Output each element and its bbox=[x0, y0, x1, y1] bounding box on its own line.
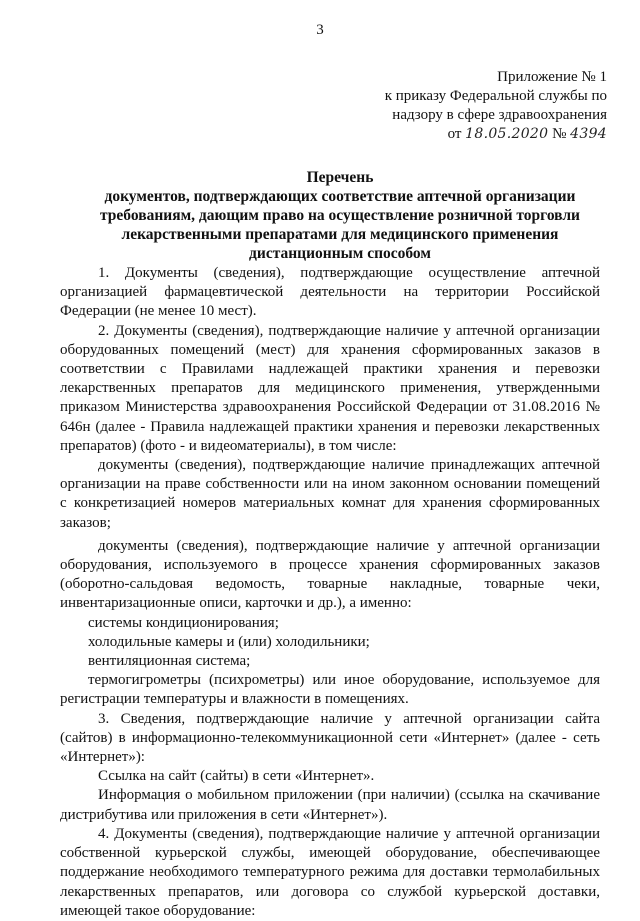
document-title bbox=[88, 168, 592, 263]
appendix-date-line bbox=[357, 125, 607, 144]
paragraph-1: 1. Документы (сведения), подтверждающие осуществление аптечной организацией фармацевтической деятельности на территории Российской Федерации (не менее 10 мест). bbox=[60, 265, 600, 320]
handwritten-date: 18.05.2020 bbox=[465, 126, 549, 142]
date-prefix: от bbox=[447, 126, 462, 142]
paragraph-3-mobile-app: Информация о мобильном приложении (при наличии) (ссылка на скачивание дистрибутива или приложения в сети «Интернет»). bbox=[60, 787, 600, 823]
title-line-1: Перечень bbox=[306, 169, 374, 186]
title-line-2: документов, подтверждающих соответствие аптечной организации bbox=[104, 188, 576, 205]
paragraph-2: 2. Документы (сведения), подтверждающие наличие у аптечной организации оборудованных помещений (мест) для хранения сформированных заказов в соответствии с Правилами надлежащей практики хранения и перевозки лекарственных препаратов для медицинского применения, утвержденными приказом Министерства здравоохранения Российской Федерации от 31.08.2016 № 646н (далее - Правила надлежащей практики хранения и перевозки лекарственных препаратов) (фото - и видеоматериалы), в том числе: bbox=[60, 322, 600, 454]
paragraph-4: 4. Документы (сведения), подтверждающие наличие у аптечной организации собственной курьерской службы, имеющей оборудование, обеспечивающее поддержание необходимого температурного режима для доставки термолабильных лекарственных препаратов, или договора со службой курьерской доставки, имеющей такое оборудование: bbox=[60, 825, 600, 919]
list-item-thermohygrometers: термогигрометры (психрометры) или иное оборудование, используемое для регистрации температуры и влажности в помещениях. bbox=[60, 672, 600, 708]
paragraph-3-site-link: Ссылка на сайт (сайты) в сети «Интернет». bbox=[98, 768, 375, 785]
document-body bbox=[60, 264, 600, 921]
paragraph-2-equipment: документы (сведения), подтверждающие наличие у аптечной организации оборудования, используемого в процессе хранения сформированных заказов (оборотно-сальдовая ведомость, товарные накладные, товарные чеки, инвентаризационные описи, карточки и др.), а именно: bbox=[60, 537, 600, 612]
handwritten-number: 4394 bbox=[570, 126, 607, 142]
paragraph-3: 3. Сведения, подтверждающие наличие у аптечной организации сайта (сайтов) в информационно-телекоммуникационной сети «Интернет» (далее - сеть «Интернет»): bbox=[60, 710, 600, 766]
title-line-5: дистанционным способом bbox=[249, 245, 431, 262]
number-prefix: № bbox=[552, 126, 567, 142]
page-number: 3 bbox=[316, 22, 324, 38]
list-item-ventilation: вентиляционная система; bbox=[88, 653, 251, 670]
appendix-line-2: надзору в сфере здравоохранения bbox=[392, 107, 607, 123]
title-line-3: требованиям, дающим право на осуществление розничной торговли bbox=[100, 207, 580, 224]
paragraph-2-premises: документы (сведения), подтверждающие наличие принадлежащих аптечной организации на праве собственности или на ином законном основании помещений с конкретизацией номеров материальных комнат для хранения сформированных заказов; bbox=[60, 457, 600, 531]
appendix-block bbox=[357, 68, 607, 144]
list-item-refrigerators: холодильные камеры и (или) холодильники; bbox=[88, 633, 370, 650]
title-line-4: лекарственными препаратами для медицинского применения bbox=[121, 226, 559, 243]
appendix-line-1: к приказу Федеральной службы по bbox=[384, 88, 607, 104]
appendix-title: Приложение № 1 bbox=[497, 69, 607, 85]
list-item-air-conditioning: системы кондиционирования; bbox=[88, 614, 279, 631]
